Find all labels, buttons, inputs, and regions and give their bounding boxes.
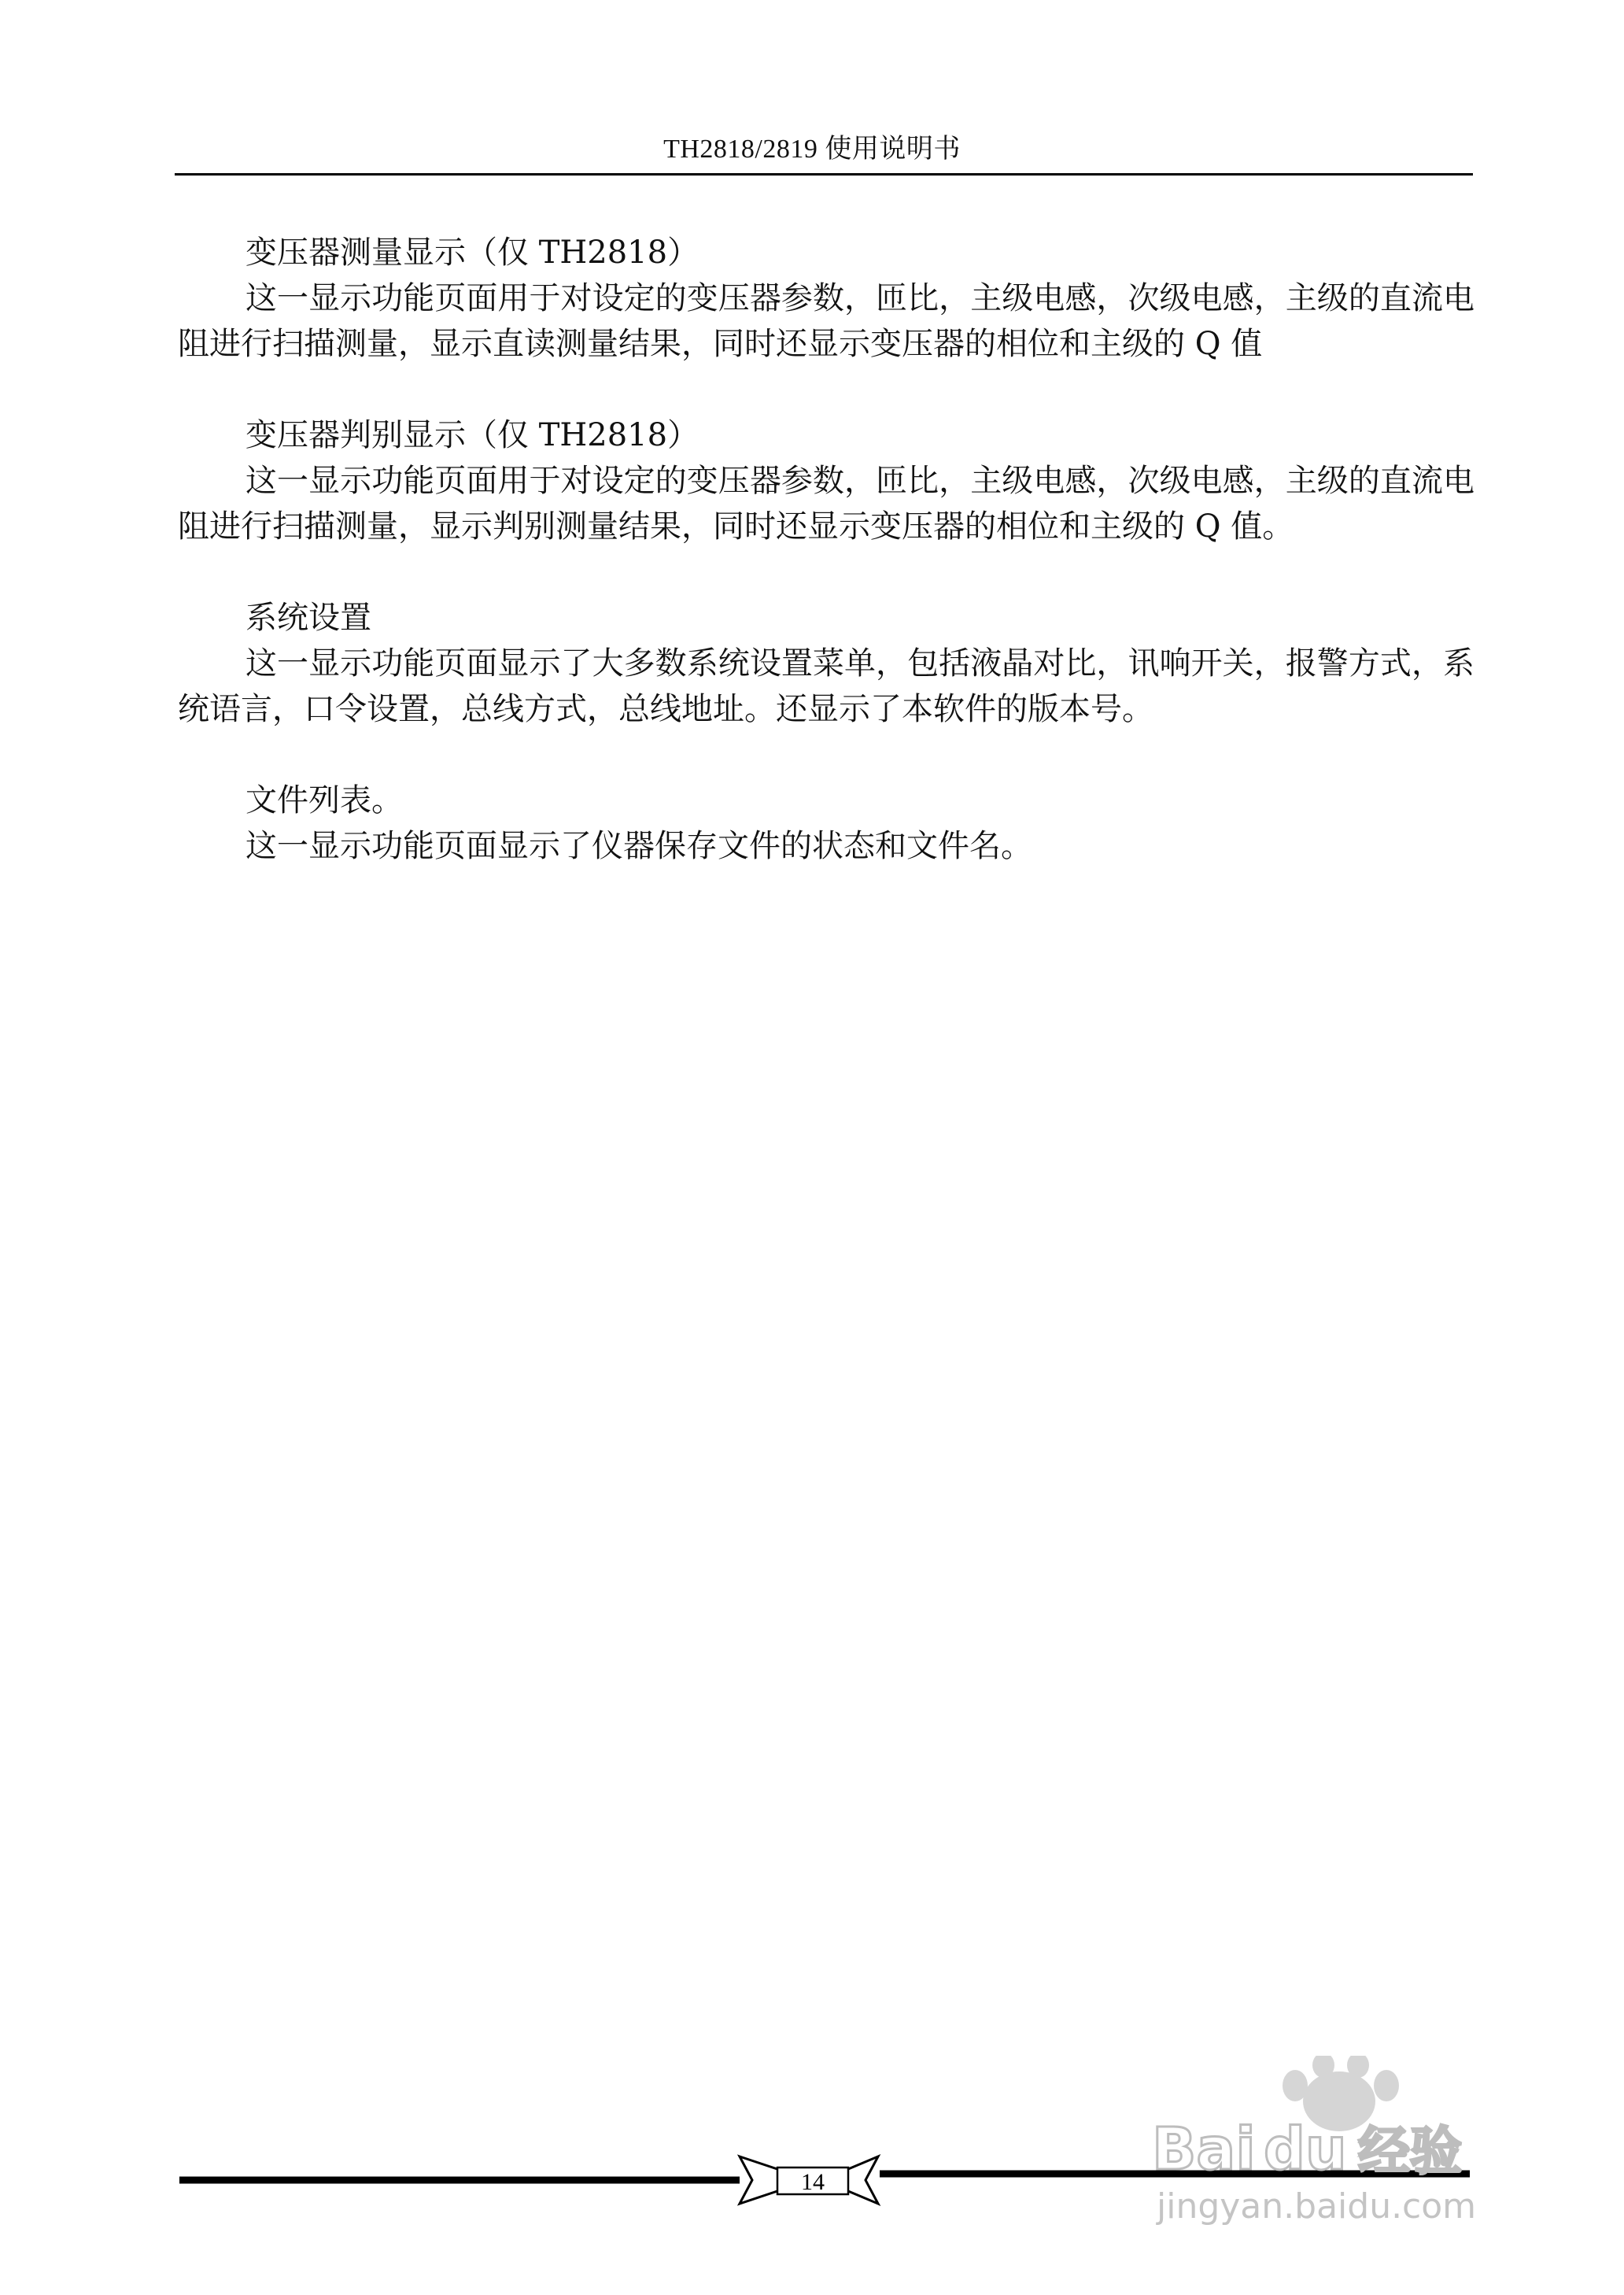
- header-rule: [175, 173, 1473, 176]
- watermark-brand-cn: 经验: [1358, 2121, 1462, 2182]
- section-paragraph: 这一显示功能页面用于对设定的变压器参数，匝比，主级电感，次级电感，主级的直流电阻进行扫描测量，显示直读测量结果，同时还显示变压器的相位和主级的 Q 值: [178, 280, 1475, 362]
- section-heading: 变压器测量显示（仅 TH2818）: [245, 235, 699, 271]
- header-title: TH2818/2819 使用说明书: [663, 135, 961, 164]
- page-number-badge: [740, 2156, 878, 2204]
- section-paragraph: 这一显示功能页面显示了大多数系统设置菜单，包括液晶对比，讯响开关，报警方式，系统语言，口令设置，总线方式，总线地址。还显示了本软件的版本号。: [178, 645, 1475, 727]
- watermark-brand-latin-2: du: [1264, 2116, 1347, 2183]
- watermark-brand-latin: Bai: [1152, 2116, 1256, 2183]
- section-transformer-judge: [178, 412, 1475, 549]
- watermark-url: jingyan.baidu.com: [1157, 2186, 1477, 2227]
- paw-icon: [1146, 2056, 1523, 2229]
- section-heading: 系统设置: [245, 600, 371, 636]
- baidu-jingyan-watermark: [1146, 2056, 1523, 2229]
- document-body: [178, 230, 1475, 915]
- section-system-settings: [178, 595, 1475, 732]
- section-file-list: [178, 778, 1475, 869]
- section-heading: 文件列表。: [245, 782, 403, 819]
- section-paragraph: 这一显示功能页面显示了仪器保存文件的状态和文件名。: [245, 828, 1032, 864]
- page-number: 14: [801, 2169, 825, 2195]
- section-transformer-measure: [178, 230, 1475, 367]
- section-heading: 变压器判别显示（仅 TH2818）: [245, 417, 699, 453]
- section-paragraph: 这一显示功能页面用于对设定的变压器参数，匝比，主级电感，次级电感，主级的直流电阻进行扫描测量，显示判别测量结果，同时还显示变压器的相位和主级的 Q 值。: [178, 463, 1475, 545]
